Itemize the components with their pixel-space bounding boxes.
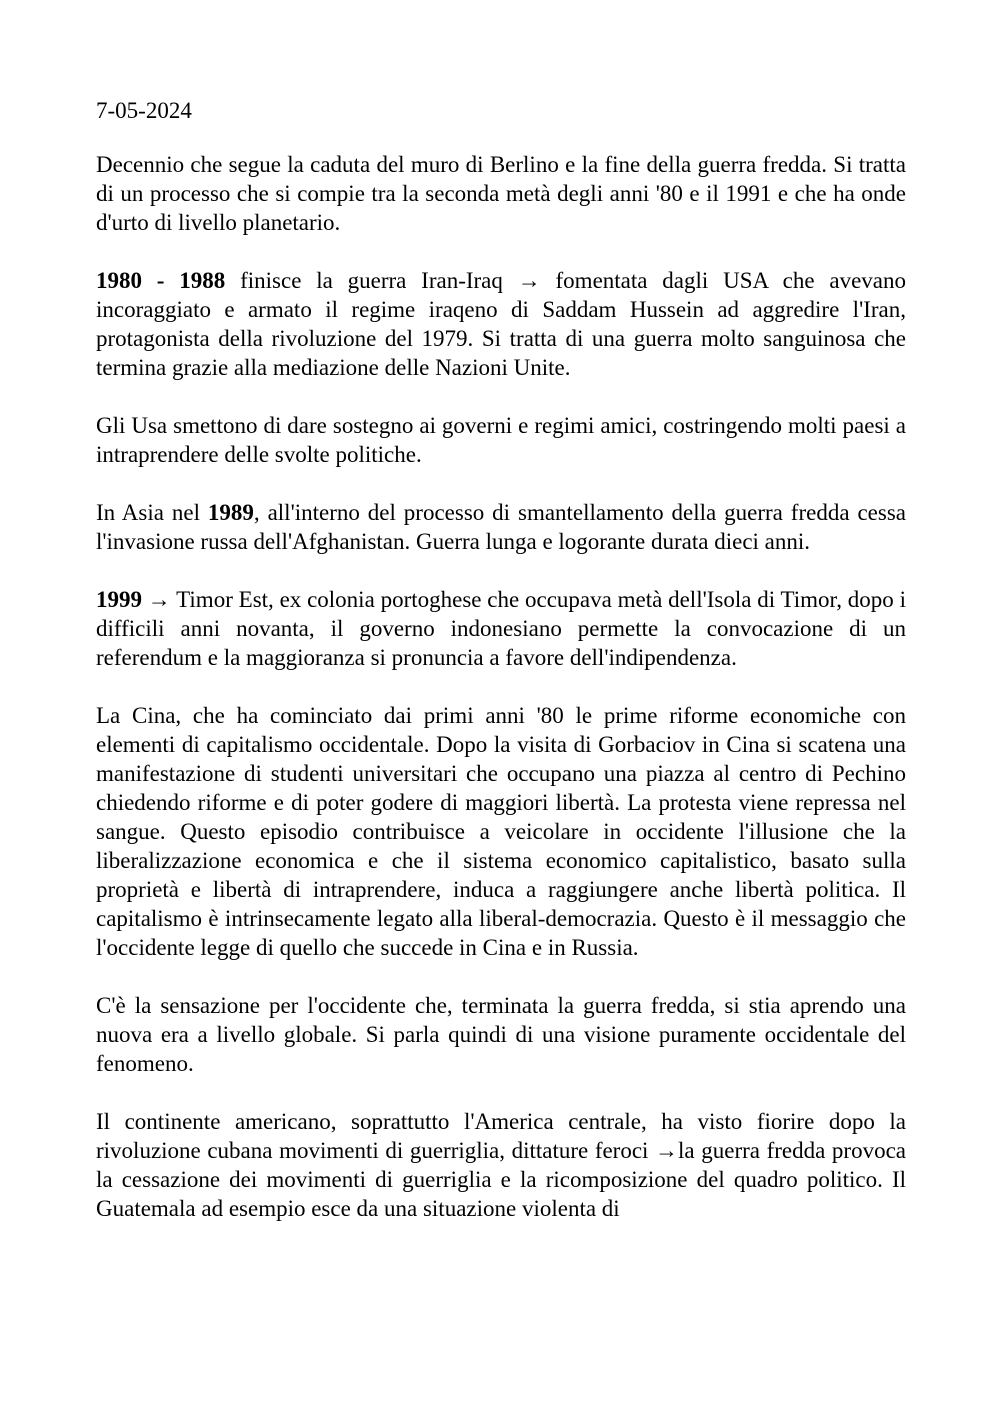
document-page (96, 96, 906, 1252)
paragraph-text: finisce la guerra Iran-Iraq → fomentata dagli USA che avevano incoraggiato e armato il regime iraqeno di Saddam Hussein ad aggredire l'Iran, protagonista della rivoluzione del 1979. Si tratta di una guerra molto sanguinosa che termina grazie alla mediazione delle Nazioni Unite. (96, 268, 906, 380)
bold-year: 1999 (96, 587, 142, 612)
paragraph-china: La Cina, che ha cominciato dai primi anni '80 le prime riforme economiche con elementi di capitalismo occidentale. Dopo la visita di Gorbaciov in Cina si scatena una manifestazione di studenti universitari che occupano una piazza al centro di Pechino chiedendo riforme e di poter godere di maggiori libertà. La protesta viene repressa nel sangue. Questo episodio contribuisce a veicolare in occidente l'illusione che la liberalizzazione economica e che il sistema economico capitalistico, basato sulla proprietà e libertà di intraprendere, induca a raggiungere anche libertà politica. Il capitalismo è intrinsecamente legato alla liberal-democrazia. Questo è il messaggio che l'occidente legge di quello che succede in Cina e in Russia. (96, 703, 906, 960)
paragraph-berlin-wall: Decennio che segue la caduta del muro di Berlino e la fine della guerra fredda. Si tratta di un processo che si compie tra la seconda metà degli anni '80 e il 1991 e che ha onde d'urto di livello planetario. (96, 152, 906, 235)
paragraph-central-america: Il continente americano, soprattutto l'America centrale, ha visto fiorire dopo la rivoluzione cubana movimenti di guerriglia, dittature feroci →la guerra fredda provoca la cessazione dei movimenti di guerriglia e la ricomposizione del quadro politico. Il Guatemala ad esempio esce da una situazione violenta di (96, 1109, 906, 1221)
document-date: 7-05-2024 (96, 98, 192, 123)
bold-year: 1989 (207, 500, 254, 525)
paragraph-text: In Asia nel (96, 500, 208, 525)
paragraph-new-era: C'è la sensazione per l'occidente che, terminata la guerra fredda, si stia aprendo una nuova era a livello globale. Si parla quindi di una visione puramente occidentale del fenomeno. (96, 993, 906, 1076)
paragraph-text: → Timor Est, ex colonia portoghese che occupava metà dell'Isola di Timor, dopo i difficili anni novanta, il governo indonesiano permette la convocazione di un referendum e la maggioranza si pronuncia a favore dell'indipendenza. (96, 587, 906, 670)
paragraph-timor-est (96, 585, 906, 672)
paragraph-usa-support: Gli Usa smettono di dare sostegno ai governi e regimi amici, costringendo molti paesi a intraprendere delle svolte politiche. (96, 413, 906, 467)
paragraph-afghanistan (96, 498, 906, 556)
bold-year-range: 1980 - 1988 (96, 268, 226, 293)
paragraph-iran-iraq-war (96, 266, 906, 382)
paragraph-text: , all'interno del processo di smantellamento della guerra fredda cessa l'invasione russa dell'Afghanistan. Guerra lunga e logorante durata dieci anni. (96, 500, 906, 554)
